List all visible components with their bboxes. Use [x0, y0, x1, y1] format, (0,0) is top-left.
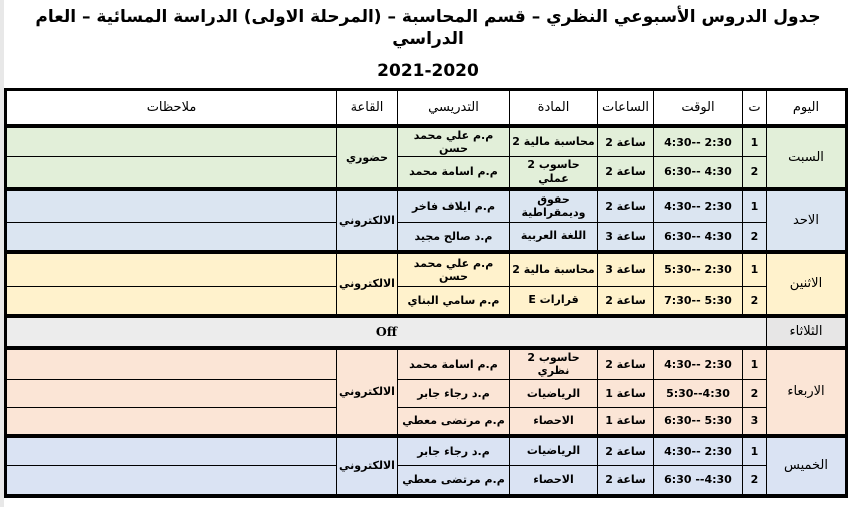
teacher-cell: م.م علي محمد حسن: [398, 252, 510, 287]
header-num: ت: [743, 90, 767, 127]
day-cell: الثلاثاء: [767, 316, 847, 348]
teacher-cell: م.م ايلاف فاخر: [398, 189, 510, 223]
header-hall: القاعة: [337, 90, 398, 127]
lesson-number-cell: 2: [743, 466, 767, 496]
teacher-cell: م.م اسامة محمد: [398, 348, 510, 380]
hours-cell: 2 ساعة: [598, 189, 654, 223]
table-row: [6, 252, 847, 287]
lesson-number-cell: 1: [743, 436, 767, 466]
time-cell: 6:30-- 4:30: [654, 157, 743, 189]
table-row: [6, 380, 847, 408]
header-teacher: التدريسي: [398, 90, 510, 127]
day-cell: الخميس: [767, 436, 847, 496]
subject-cell: حاسوب 2 نظري: [510, 348, 598, 380]
header-notes: ملاحظات: [6, 90, 337, 127]
table-row: [6, 223, 847, 252]
lesson-number-cell: 2: [743, 287, 767, 316]
day-cell: الاحد: [767, 189, 847, 252]
subject-cell: قرارات E: [510, 287, 598, 316]
table-row: [6, 126, 847, 157]
table-row: [6, 348, 847, 380]
note-cell: [6, 466, 337, 496]
time-cell: 4:30-- 2:30: [654, 348, 743, 380]
note-cell: [6, 252, 337, 287]
hours-cell: 2 ساعة: [598, 348, 654, 380]
day-group: [6, 436, 847, 496]
header-hours: الساعات: [598, 90, 654, 127]
subject-cell: اللغة العربية: [510, 223, 598, 252]
day-cell: الاثنين: [767, 252, 847, 316]
teacher-cell: م.م مرتضى معطي: [398, 466, 510, 496]
note-cell: [6, 223, 337, 252]
teacher-cell: م.د صالح مجيد: [398, 223, 510, 252]
document-title-block: [0, 0, 856, 81]
time-cell: 6:30-- 5:30: [654, 408, 743, 436]
hours-cell: 2 ساعة: [598, 436, 654, 466]
table-row: [6, 408, 847, 436]
teacher-cell: م.د رجاء جابر: [398, 436, 510, 466]
hours-cell: 2 ساعة: [598, 466, 654, 496]
day-group: [6, 348, 847, 436]
hours-cell: 3 ساعة: [598, 252, 654, 287]
hall-cell: الالكتروني: [337, 252, 398, 316]
time-cell: 4:30-- 2:30: [654, 189, 743, 223]
subject-cell: الاحصاء: [510, 466, 598, 496]
day-group: [6, 126, 847, 189]
header-day: اليوم: [767, 90, 847, 127]
hours-cell: 1 ساعة: [598, 380, 654, 408]
note-cell: [6, 189, 337, 223]
note-cell: [6, 126, 337, 157]
table-row: [6, 466, 847, 496]
subject-cell: الاحصاء: [510, 408, 598, 436]
lesson-number-cell: 3: [743, 408, 767, 436]
lesson-number-cell: 2: [743, 380, 767, 408]
header-time: الوقت: [654, 90, 743, 127]
time-cell: 7:30-- 5:30: [654, 287, 743, 316]
lesson-number-cell: 1: [743, 252, 767, 287]
teacher-cell: م.م مرتضى معطي: [398, 408, 510, 436]
time-cell: 6:30-- 4:30: [654, 223, 743, 252]
schedule-year: 2021-2020: [377, 61, 479, 82]
lesson-number-cell: 1: [743, 189, 767, 223]
hours-cell: 2 ساعة: [598, 126, 654, 157]
lesson-number-cell: 2: [743, 223, 767, 252]
hours-cell: 2 ساعة: [598, 287, 654, 316]
hall-cell: حضوري: [337, 126, 398, 189]
subject-cell: الرياضيات: [510, 436, 598, 466]
hours-cell: 1 ساعة: [598, 408, 654, 436]
subject-cell: الرياضيات: [510, 380, 598, 408]
subject-cell: محاسبة مالية 2: [510, 126, 598, 157]
day-cell: السبت: [767, 126, 847, 189]
teacher-cell: م.د رجاء جابر: [398, 380, 510, 408]
day-group: [6, 252, 847, 316]
table-row: [6, 436, 847, 466]
day-group: [6, 189, 847, 252]
note-cell: [6, 157, 337, 189]
header-subject: المادة: [510, 90, 598, 127]
note-cell: [6, 287, 337, 316]
time-cell: 4:30-- 2:30: [654, 436, 743, 466]
hall-cell: الالكتروني: [337, 348, 398, 436]
weekly-schedule-table: [4, 88, 848, 498]
day-group: [6, 316, 847, 348]
time-cell: 6:30 --4:30: [654, 466, 743, 496]
note-cell: [6, 348, 337, 380]
table-row: [6, 287, 847, 316]
subject-cell: حاسوب 2 عملي: [510, 157, 598, 189]
teacher-cell: م.م اسامة محمد: [398, 157, 510, 189]
time-cell: 5:30-- 2:30: [654, 252, 743, 287]
table-row: [6, 316, 847, 348]
hall-cell: الالكتروني: [337, 189, 398, 252]
hours-cell: 2 ساعة: [598, 157, 654, 189]
note-cell: [6, 408, 337, 436]
hall-cell: الالكتروني: [337, 436, 398, 496]
off-cell: Off: [6, 316, 767, 348]
teacher-cell: م.م علي محمد حسن: [398, 126, 510, 157]
lesson-number-cell: 1: [743, 348, 767, 380]
hours-cell: 3 ساعة: [598, 223, 654, 252]
time-cell: 4:30-- 2:30: [654, 126, 743, 157]
lesson-number-cell: 2: [743, 157, 767, 189]
note-cell: [6, 436, 337, 466]
teacher-cell: م.م سامي البناي: [398, 287, 510, 316]
note-cell: [6, 380, 337, 408]
table-row: [6, 157, 847, 189]
lesson-number-cell: 1: [743, 126, 767, 157]
subject-cell: حقوق وديمقراطية: [510, 189, 598, 223]
schedule-header-row: [6, 90, 847, 127]
table-row: [6, 189, 847, 223]
subject-cell: محاسبة مالية 2: [510, 252, 598, 287]
schedule-title: جدول الدروس الأسبوعي النظري – قسم المحاسبة – (المرحلة الاولى) الدراسة المسائية – العام الدراسي: [35, 7, 821, 50]
day-cell: الاربعاء: [767, 348, 847, 436]
time-cell: 5:30--4:30: [654, 380, 743, 408]
